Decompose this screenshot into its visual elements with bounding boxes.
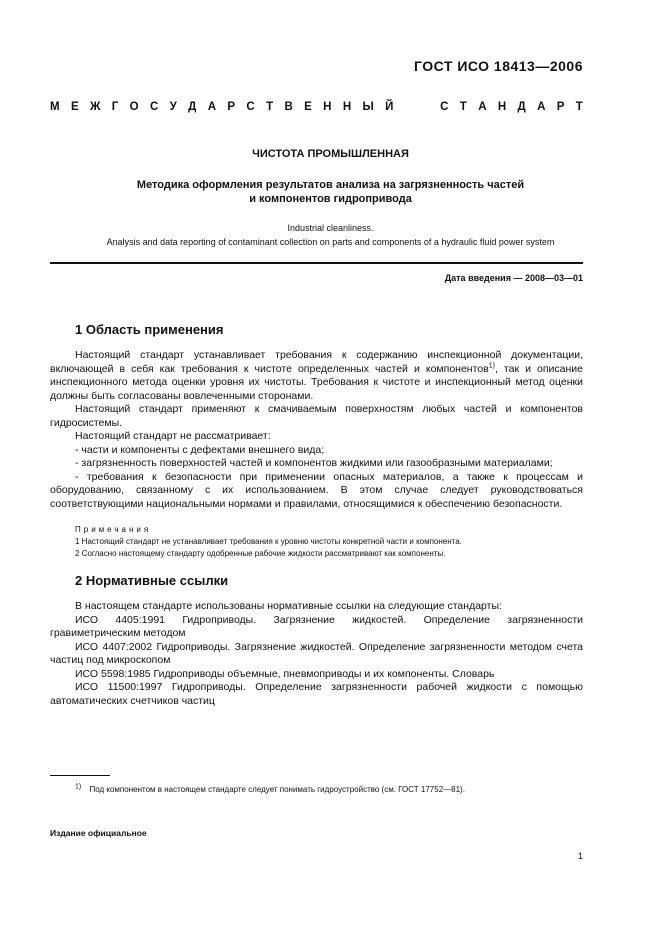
english-title [0, 221, 661, 249]
banner-letter: Т [575, 101, 583, 113]
banner-letter: Р [556, 101, 565, 113]
banner-letter: С [149, 101, 159, 113]
notes-block [75, 524, 583, 560]
section-2-heading: 2 Нормативные ссылки [75, 573, 229, 588]
paragraph: Настоящий стандарт применяют к смачиваемым поверхностям любых частей и компонентов гидросистемы. [50, 403, 583, 429]
paragraph: Настоящий стандарт устанавливает требования к содержанию инспекционной документации, включающей в себя как требования к чистоте определенных частей и компонентов$^{1)}$, так и описание инспекционного метода оценки уровня их чистоты. Требования к чистоте и инспекционный метод оценки должны быть согласованы вовлеченными сторонами. [50, 349, 583, 402]
banner-letter: Д [188, 101, 197, 113]
banner-letter: Е [304, 101, 312, 113]
section-1-body [50, 349, 583, 511]
banner-letter: С [440, 101, 449, 113]
standard-type-banner [50, 101, 583, 113]
section-1-heading: 1 Область применения [75, 322, 224, 337]
footnote-ref: 1) [488, 362, 495, 369]
banner-letter: Т [266, 101, 274, 113]
subtitle-line: Методика оформления результатов анализа на загрязненность частей [136, 179, 525, 191]
footnote-divider [50, 775, 110, 776]
banner-letter: А [537, 101, 546, 113]
list-item: - требования к безопасности при применении опасных материалов, а также к процессам и оборудованию, связанному с их использованием. В этом случае следует руководствоваться соответствующими национальными нормами и правилами, относящимися к обеспечению безопасности. [50, 470, 583, 510]
footnote-text: Под компонентом в настоящем стандарте следует понимать гидроустройство (см. ГОСТ 17752—81). [89, 785, 465, 794]
banner-word-gap [405, 101, 429, 113]
banner-letter: Д [517, 101, 526, 113]
footnote-mark: 1) [75, 783, 82, 791]
banner-letter: Ж [89, 101, 101, 113]
banner-letter: Т [459, 101, 467, 113]
note-item: 1 Настоящий стандарт не устанавливает требования к уровню чистоты конкретной части и компонента. [75, 537, 462, 546]
banner-letter: Н [342, 101, 352, 113]
reference-item: ИСО 11500:1997 Гидроприводы. Определение загрязненности рабочей жидкости с помощью автоматических счетчиков частиц [50, 681, 583, 707]
banner-letter: А [478, 101, 487, 113]
list-item: - части и компоненты с дефектами внешнего вида; [75, 443, 325, 456]
banner-letter: Ы [362, 101, 374, 113]
standard-subtitle [0, 178, 661, 206]
banner-letter: В [284, 101, 293, 113]
footnote [75, 785, 465, 794]
standard-title: ЧИСТОТА ПРОМЫШЛЕННАЯ [252, 148, 409, 160]
paragraph: В настоящем стандарте использованы нормативные ссылки на следующие стандарты: [75, 600, 502, 612]
banner-letter: Н [323, 101, 332, 113]
notes-label: Примечания [75, 525, 152, 534]
banner-letter: О [129, 101, 139, 113]
banner-letter: А [207, 101, 217, 113]
banner-letter: С [246, 101, 255, 113]
introduction-date: Дата введения — 2008—03—01 [444, 273, 583, 283]
official-edition-label: Издание официальное [50, 828, 147, 838]
banner-letter: Н [497, 101, 507, 113]
banner-letter: Г [111, 101, 119, 113]
reference-item: ИСО 5598:1985 Гидроприводы объемные, пневмоприводы и их компоненты. Словарь [75, 667, 495, 680]
section-2-body [50, 600, 583, 708]
list-item: - загрязненность поверхностей частей и компонентов жидкими или газообразными материалами; [75, 457, 553, 469]
english-title-line: Industrial cleanliness. [287, 223, 374, 233]
note-item: 2 Согласно настоящему стандарту одобренные рабочие жидкости рассматривают как компоненты. [75, 549, 446, 558]
paragraph: Настоящий стандарт не рассматривает: [75, 430, 271, 442]
reference-item: ИСО 4407:2002 Гидроприводы. Загрязнение жидкостей. Определение загрязненности методом счета частиц под микроскопом [50, 640, 583, 666]
banner-letter: Е [70, 101, 79, 113]
banner-letter: У [169, 101, 177, 113]
page-number: 1 [577, 851, 583, 861]
banner-letter: Й [385, 101, 394, 113]
banner-letter: М [50, 101, 60, 113]
banner-letter: Р [227, 101, 236, 113]
subtitle-line: и компонентов гидропривода [249, 193, 412, 205]
document-code: ГОСТ ИСО 18413—2006 [413, 58, 583, 74]
reference-item: ИСО 4405:1991 Гидроприводы. Загрязнение жидкостей. Определение загрязненности гравиметрическим методом [50, 613, 583, 639]
english-title-line: Analysis and data reporting of contaminant collection on parts and components of a hydraulic fluid power system [106, 237, 555, 247]
title-divider [50, 262, 583, 264]
